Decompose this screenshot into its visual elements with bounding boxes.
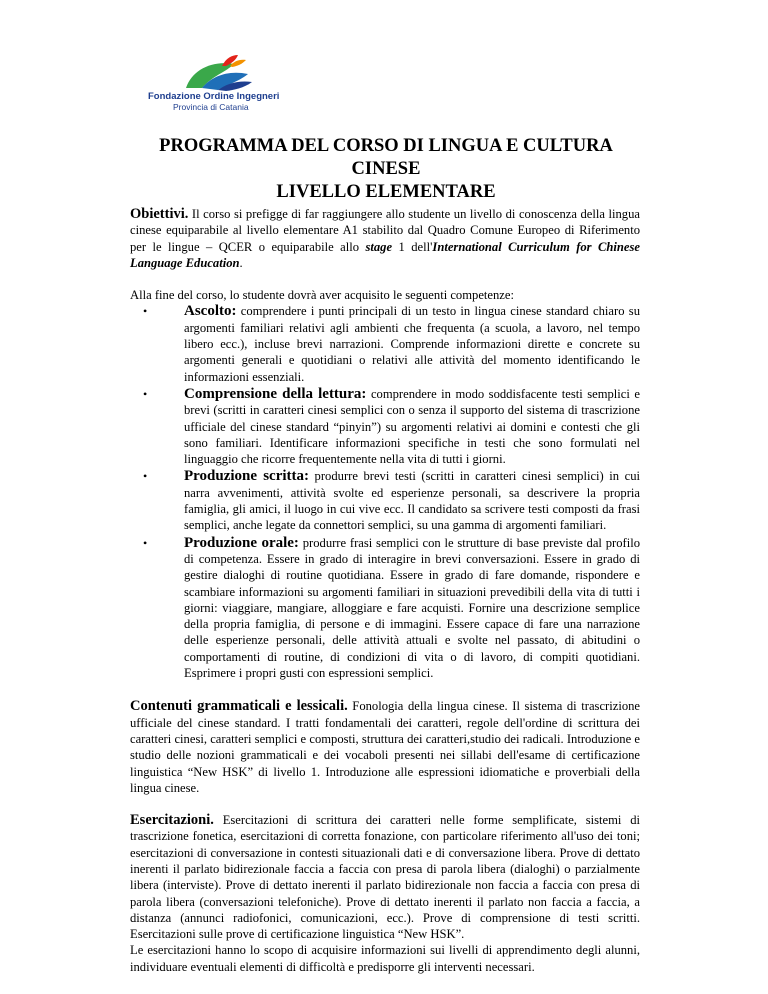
obiettivi-label: Obiettivi. <box>130 206 189 222</box>
list-item <box>130 386 640 467</box>
competenza-term: Ascolto: <box>184 303 237 320</box>
obiettivi-curriculum: International Curriculum for Chinese Language Education <box>130 239 641 270</box>
page-title <box>130 135 642 204</box>
contenuti-label: Contenuti grammaticali e lessicali. <box>130 698 348 715</box>
list-item <box>130 303 640 384</box>
bullet-icon: • <box>143 304 148 319</box>
contenuti-text: Fonologia della lingua cinese. Il sistema di trascrizione ufficiale del cinese standard. I tratti fondamentali dei caratteri, regole dell'ordine di scrittura dei caratteri cinesi, caratteri semplici e composti, struttura dei caratteri,studio dei radicali. Introduzione e studio delle nozioni grammaticali e dei vocaboli presenti nei sillabi dell'esame di certificazione linguistica “New HSK” di livello 1. Introduzione alle espressioni idiomatiche e proverbiali della lingua cinese. <box>130 699 640 795</box>
document-body <box>130 206 640 975</box>
competenza-text: comprendere i punti principali di un testo in lingua cinese standard chiaro su argomenti familiari relativi agli ambienti che frequenta (a scuola, a lavoro, nel tempo libero ecc.), incluse brevi narrazioni. Comprende informazioni dirette e concrete su argomenti generali e quotidiani o relativi alle attività del momento identificando le informazioni essenziali. <box>184 304 640 384</box>
title-line-1: PROGRAMMA DEL CORSO DI LINGUA E CULTURA CINESE <box>159 136 613 179</box>
competenza-term: Produzione orale: <box>184 534 299 551</box>
bullet-icon: • <box>143 386 148 401</box>
list-item <box>130 468 640 533</box>
competenze-list <box>130 303 640 681</box>
bullet-icon: • <box>143 535 148 550</box>
logo-name: Fondazione Ordine Ingegneri <box>148 91 280 102</box>
esercitazioni-text: Esercitazioni di scrittura dei caratteri nelle forme semplificate, sistemi di trascrizione fonetica, esercitazioni di corretta fonazione, con particolare riferimento all'uso dei toni; esercitazioni di conversazione in contesti situazionali dati e di conversazione libera. Prove di dettato inerenti il parlato bidirezionale faccia a faccia con presa di parola libera (dialoghi) o parzialmente libera (interviste). Prove di dettato inerenti il parlato bidirezionale non faccia a faccia con presa di parola libera (conversazioni telefoniche). Prove di dettato inerenti il parlato non faccia a faccia, a distanza (annunci radiofonici, comunicazioni, ecc.). Prove di comprensione di testi scritti. Esercitazioni sulle prove di certificazione linguistica “New HSK”. <box>130 813 640 942</box>
competenza-text: produrre frasi semplici con le strutture di base previste dal profilo di competenza. Essere in grado di interagire in brevi conversazioni. Essere in grado di gestire dialoghi di routine quotidiana. Essere in grado di fare domande, rispondere e scambiare informazioni su argomenti familiari in situazioni prevedibili della vita di tutti i giorni: viaggiare, mangiare, alloggiare e fare acquisti. Fornire una descrizione semplice della propria famiglia, di persone e di immagini. Essere capace di fare una narrazione delle esperienze personali, delle attività attuali e svolte nel passato, di abitudini o comportamenti di routine, di condizioni di vita o di lavoro, di compiti quotidiani. Esprimere i propri gusti con espressioni semplici. <box>184 535 640 681</box>
obiettivi-text-1: Il corso si prefigge di far raggiungere allo studente un livello di conoscenza della lingua cinese equiparabile al livello elementare A1 stabilito dal Quadro Comune Europeo di Riferimento per le lingue – QCER o equiparabile allo <box>130 207 640 254</box>
list-item <box>130 535 640 682</box>
logo-subtitle: Provincia di Catania <box>173 102 249 112</box>
title-line-2: LIVELLO ELEMENTARE <box>276 182 496 202</box>
competenza-term: Produzione scritta: <box>184 468 310 485</box>
competenza-text: comprendere in modo soddisfacente testi semplici e brevi (scritti in caratteri cinesi semplici con o senza il supporto del sistema di trascrizione ufficiale del cinese standard “pinyin”) su argomenti relativi ai domini e contesti che gli sono familiari. Identificare informazioni specifiche in testi che sono formulati nel linguaggio che ricorre frequentemente nella vita di tutti i giorni. <box>184 386 640 467</box>
foundation-logo <box>148 52 280 114</box>
competenza-text: produrre brevi testi (scritti in caratteri cinesi semplici) in cui narra avvenimenti, attività svolte ed esperienze personali, sa descrivere la propria famiglia, gli amici, il luogo in cui vive ecc. Il candidato sa scrivere testi composti da frasi semplici, anche legate da connettori semplici, su una gamma di argomenti familiari. <box>184 469 640 533</box>
logo-emblem-icon <box>182 52 254 92</box>
bullet-icon: • <box>143 469 148 484</box>
obiettivi-paragraph <box>130 206 640 271</box>
esercitazioni-paragraph-2: Le esercitazioni hanno lo scopo di acquisire informazioni sui livelli di apprendimento degli alunni, individuare eventuali elementi di difficoltà e predisporre gli interventi necessari. <box>130 943 640 974</box>
competenze-intro: Alla fine del corso, lo studente dovrà aver acquisito le seguenti competenze: <box>130 288 514 303</box>
obiettivi-stage: stage <box>365 239 393 254</box>
obiettivi-text-2: 1 dell' <box>392 239 433 254</box>
obiettivi-text-3: . <box>239 255 243 270</box>
esercitazioni-label: Esercitazioni. <box>130 812 214 829</box>
competenza-term: Comprensione della lettura: <box>184 385 367 402</box>
contenuti-paragraph <box>130 698 640 796</box>
esercitazioni-paragraph <box>130 812 640 942</box>
